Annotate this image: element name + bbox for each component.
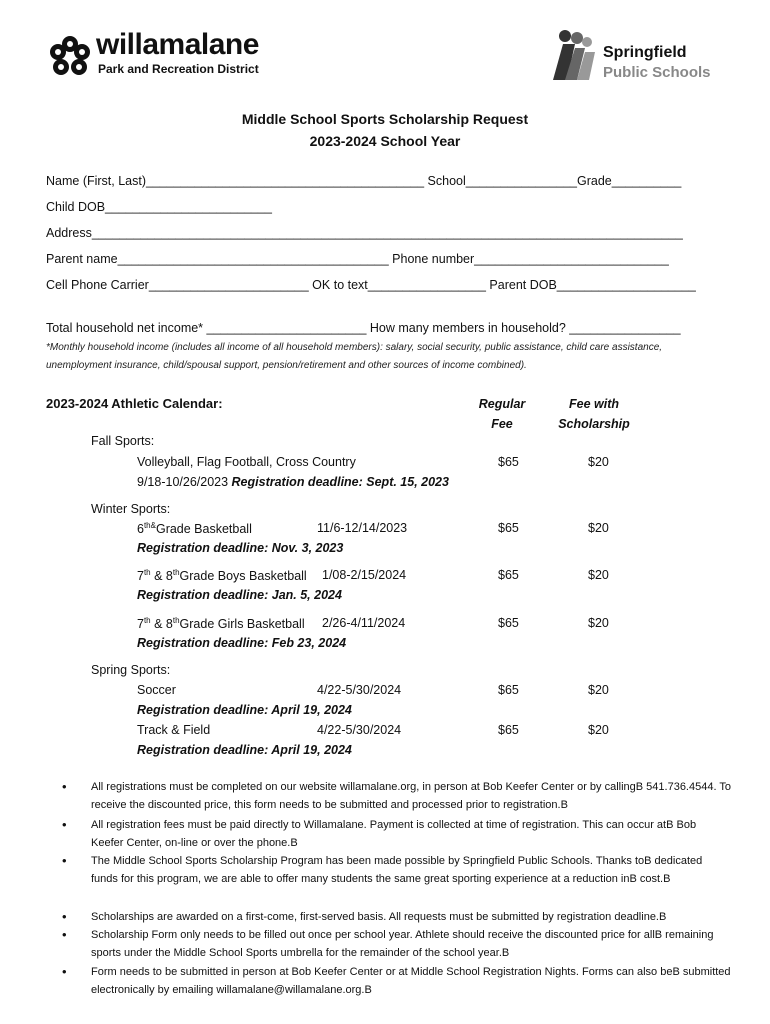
bullet-icon: • (62, 817, 67, 832)
list-item: All registration fees must be paid directly to Willamalane. Payment is collected at time of registration. This can occur atB Bob Keefer Center, on-line or over the phone.B (91, 819, 697, 849)
income-footnote-2: unemployment insurance, child/spousal support, pension/retirement and other sources of income combined). (46, 360, 527, 371)
students-icon (545, 28, 601, 84)
s2-regular-fee: $65 (498, 723, 519, 737)
list-item: The Middle School Sports Scholarship Program has been made possible by Springfield Public Schools. Thanks toB dedicated funds for this program, we are able to offer many students the same great sporting experience at a reduction inB cost.B (91, 855, 703, 885)
s2-dates: 4/22-5/30/2024 (317, 723, 402, 737)
list-item: Form needs to be submitted in person at Bob Keefer Center or at Middle School Registration Nights. Forms can also beB submitted electronically by emailing willamalane@willamalane.org.B (91, 966, 731, 996)
school-year: 2023-2024 School Year (309, 133, 461, 149)
regular-fee-header: Regular Fee (478, 397, 526, 431)
w2-name: 7th & 8thGrade Boys Basketball (137, 568, 307, 584)
w1-deadline: Registration deadline: Nov. 3, 2023 (137, 541, 344, 555)
list-item: Scholarships are awarded on a first-come, first-served basis. All requests must be submitted by registration deadline.B (91, 911, 667, 923)
calendar-heading: 2023-2024 Athletic Calendar: (46, 396, 223, 411)
w1-name: $6^{th\&}Grade$ Basketball (137, 521, 252, 537)
springfield-logo (545, 28, 711, 84)
bullet-icon: • (62, 927, 67, 942)
s2-scholarship-fee: $20 (588, 723, 609, 737)
fall-sports-list: Volleyball, Flag Football, Cross Country (137, 455, 356, 469)
fall-regular-fee: $65 (498, 455, 519, 469)
s1-regular-fee: $65 (498, 683, 519, 697)
fall-deadline: Registration deadline: Sept. 15, 2023 (231, 475, 449, 489)
s1-name: Soccer (137, 683, 176, 697)
spring-sports-label: Spring Sports: (91, 663, 171, 677)
name-school-grade-line[interactable]: Name (First, Last)________________________________________ School________________Grade__________ (46, 174, 682, 188)
bullet-icon: • (62, 853, 67, 868)
w2-scholarship-fee: $20 (588, 568, 609, 582)
form-title: Middle School Sports Scholarship Request (241, 111, 529, 127)
bullet-icon: • (62, 779, 67, 794)
w3-scholarship-fee: $20 (588, 616, 609, 630)
child-dob-line[interactable]: Child DOB________________________ (46, 200, 272, 214)
springfield-wordmark: Springfield (603, 44, 687, 61)
scholarship-fee-header: Fee with Scholarship (558, 397, 630, 431)
w1-regular-fee: $65 (498, 521, 519, 535)
household-income-line[interactable]: Total household net income* _______________________ How many members in household? ________________ (46, 321, 681, 335)
list-item: Scholarship Form only needs to be filled out once per school year. Athlete should receive the discounted price for allB remaining sports under the Middle School Sports umbrella for the remainder of the school year.B (91, 929, 714, 959)
s1-dates: 4/22-5/30/2024 (317, 683, 402, 697)
willamalane-wordmark: willamalane (96, 28, 259, 61)
w3-regular-fee: $65 (498, 616, 519, 630)
bullet-icon: • (62, 909, 67, 924)
w3-name: 7th & 8thGrade Girls Basketball (137, 616, 305, 632)
flower-icon (44, 34, 96, 80)
springfield-subtitle: Public Schools (603, 64, 711, 81)
fall-scholarship-fee: $20 (588, 455, 609, 469)
w2-dates: 1/08-2/15/2024 (322, 568, 407, 582)
fall-sports-label: Fall Sports: (91, 434, 155, 448)
s2-name: Track & Field (137, 723, 211, 737)
list-item: All registrations must be completed on our website willamalane.org, in person at Bob Keefer Center or by callingB 541.736.4544. To receive the discounted price, this form needs to be submitted and processed prior to registration.B (91, 781, 731, 811)
w2-regular-fee: $65 (498, 568, 519, 582)
winter-sports-label: Winter Sports: (91, 502, 171, 516)
fall-dates-row: 9/18-10/26/2023 Registration deadline: Sept. 15, 2023 (137, 475, 449, 489)
s1-scholarship-fee: $20 (588, 683, 609, 697)
w2-deadline: Registration deadline: Jan. 5, 2024 (137, 588, 342, 602)
s1-deadline: Registration deadline: April 19, 2024 (137, 703, 352, 717)
bullet-icon: • (62, 964, 67, 979)
address-line[interactable]: Address_____________________________________________________________________________________ (46, 226, 683, 240)
parent-phone-line[interactable]: Parent name_______________________________________ Phone number____________________________ (46, 252, 669, 266)
s2-deadline: Registration deadline: April 19, 2024 (137, 743, 352, 757)
willamalane-subtitle: Park and Recreation District (98, 62, 259, 76)
w1-dates: 11/6-12/14/2023 (317, 521, 408, 535)
cell-carrier-line[interactable]: Cell Phone Carrier_______________________ OK to text_________________ Parent DOB____________________ (46, 278, 696, 292)
w1-scholarship-fee: $20 (588, 521, 609, 535)
w3-deadline: Registration deadline: Feb 23, 2024 (137, 636, 347, 650)
willamalane-logo (44, 28, 274, 80)
w3-dates: 2/26-4/11/2024 (322, 616, 406, 630)
income-footnote-1: *Monthly household income (includes all income of all household members): salary, social security, public assistance, child care assistance, (46, 342, 663, 353)
